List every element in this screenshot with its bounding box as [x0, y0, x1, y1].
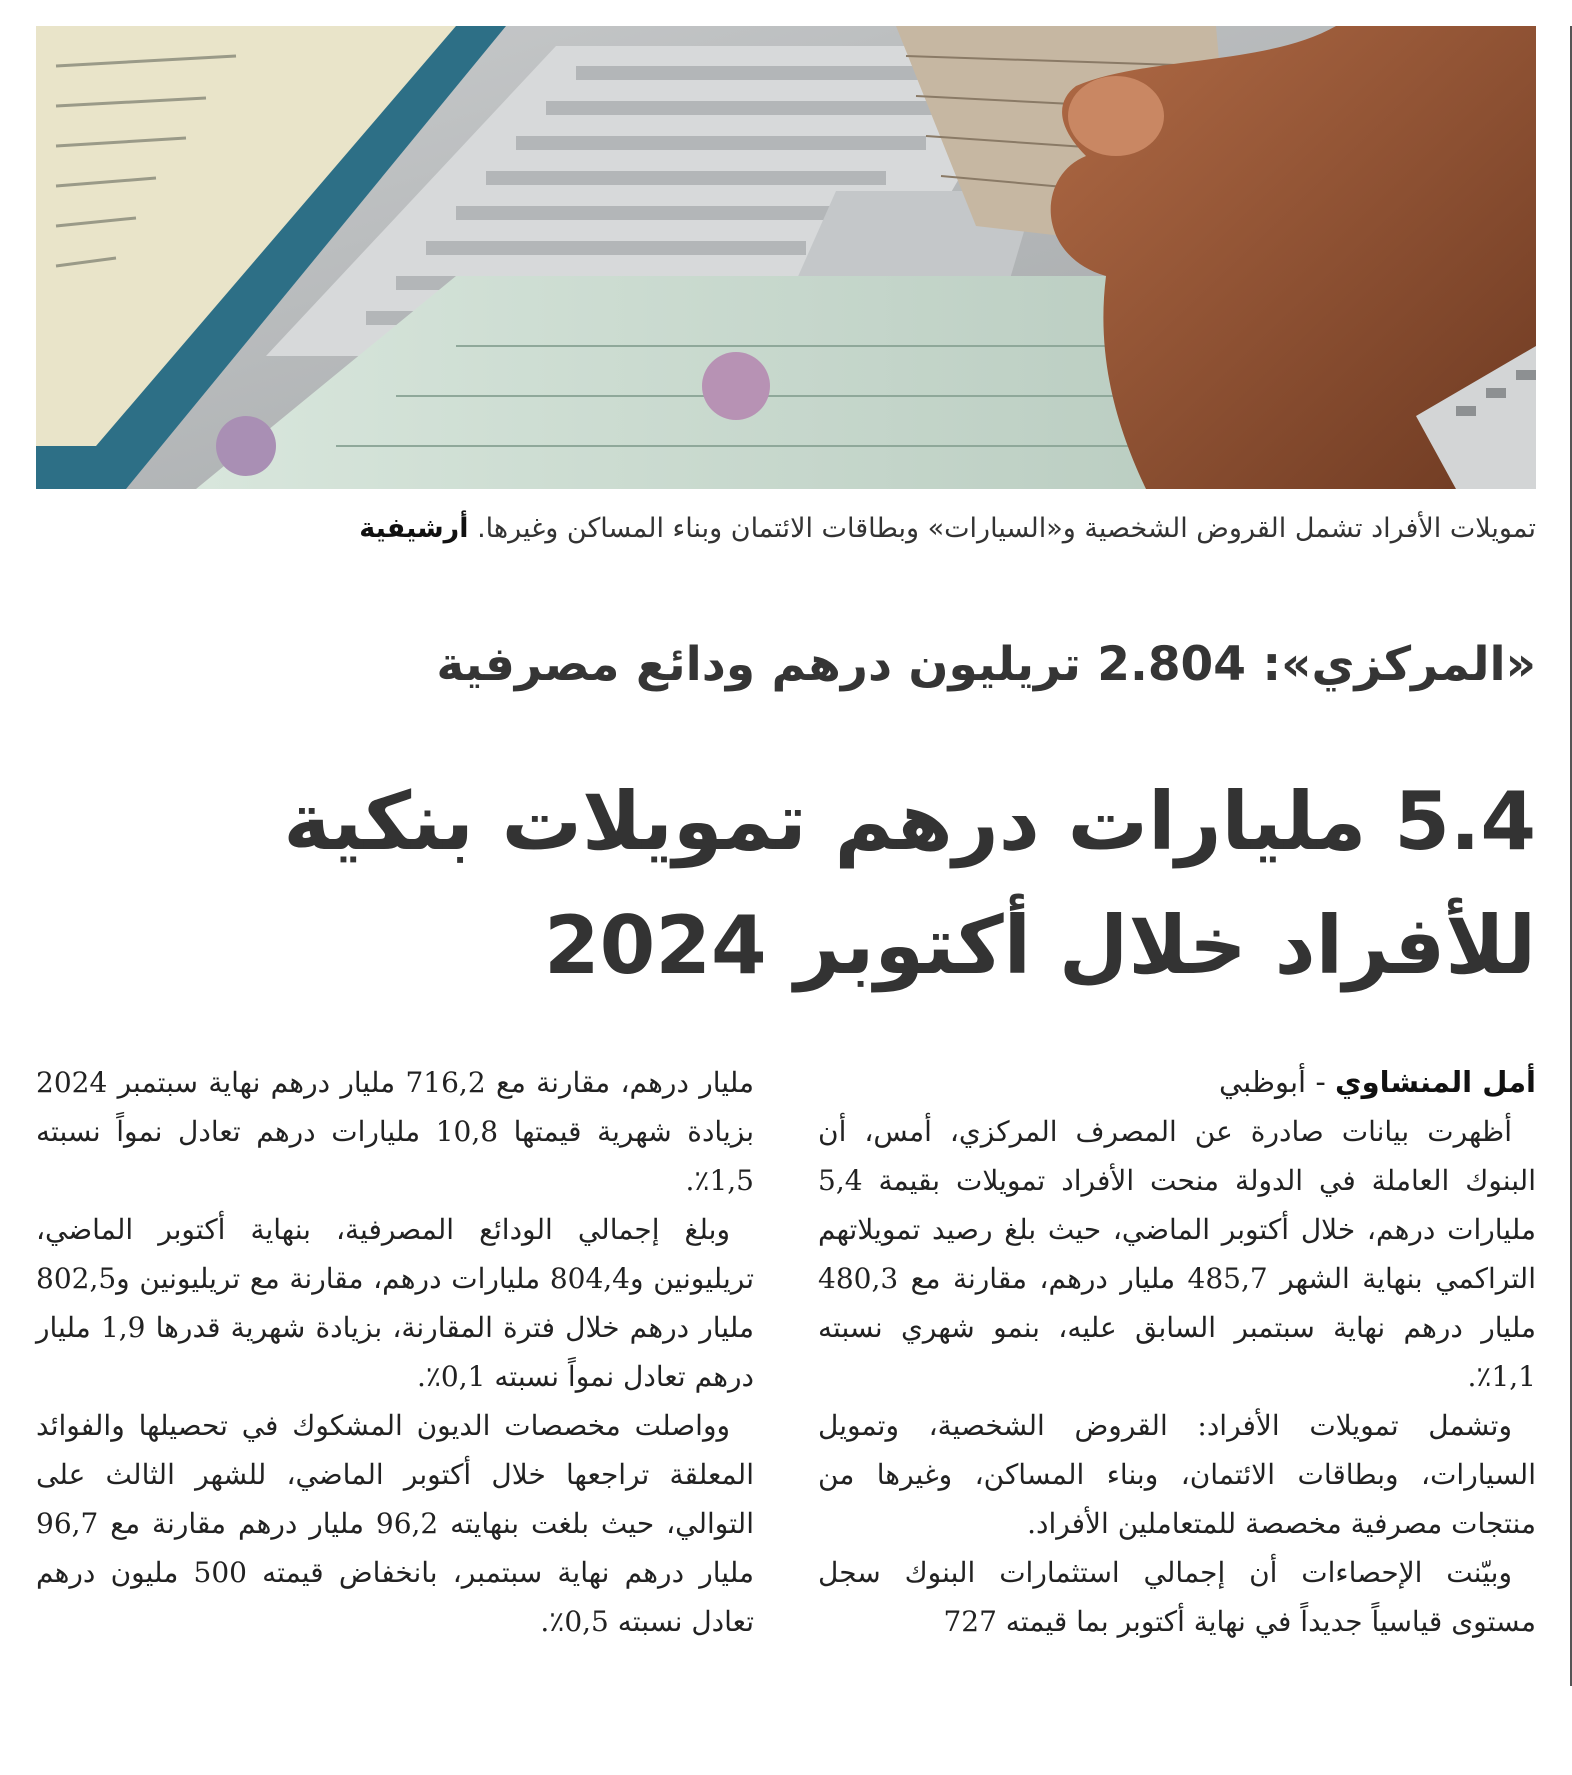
paragraph-6: وواصلت مخصصات الديون المشكوك في تحصيلها والفوائد المعلقة تراجعها خلال أكتوبر الماضي، للشهر الثالث على التوالي، حيث بلغت بنهايته 96,2 مليار درهم مقارنة مع 96,7 مليار درهم نهاية سبتمبر، بانخفاض قيمته 500 مليون درهم تعادل نسبته 0,5٪.	[36, 1409, 754, 1638]
paragraph-1: أظهرت بيانات صادرة عن المصرف المركزي، أمس، أن البنوك العاملة في الدولة منحت الأفراد تمويلات بقيمة 5,4 مليارات درهم، خلال أكتوبر الماضي، حيث بلغ رصيد تمويلاتهم التراكمي بنهاية الشهر 485,7 مليار درهم، مقارنة مع 480,3 مليار درهم نهاية سبتمبر السابق عليه، بنمو شهري نسبته 1,1٪.	[818, 1115, 1536, 1393]
headline-line-1: 5.4 مليارات درهم تمويلات بنكية	[283, 775, 1536, 868]
byline-author: أمل المنشاوي	[1335, 1065, 1536, 1099]
kicker-headline: «المركزي»: 2.804 تريليون درهم ودائع مصرفية	[436, 637, 1536, 692]
article-column-left	[36, 1058, 754, 1646]
photo-illustration	[36, 26, 1536, 489]
paragraph-2: وتشمل تمويلات الأفراد: القروض الشخصية، وتمويل السيارات، وبطاقات الائتمان، وبناء المساكن، وغيرها من منتجات مصرفية مخصصة للمتعاملين الأفراد.	[818, 1409, 1536, 1540]
byline	[818, 1058, 1536, 1107]
paragraph-3: وبيّنت الإحصاءات أن إجمالي استثمارات البنوك سجل مستوى قياسياً جديداً في نهاية أكتوبر بما قيمته 727	[818, 1556, 1536, 1638]
headline-line-2: للأفراد خلال أكتوبر 2024	[544, 899, 1536, 992]
paragraph-5: وبلغ إجمالي الودائع المصرفية، بنهاية أكتوبر الماضي، تريليونين و804,4 مليارات درهم، مقارنة مع تريليونين و802,5 مليار درهم خلال فترة المقارنة، بزيادة شهرية قدرها 1,9 مليار درهم تعادل نمواً نسبته 0,1٪.	[36, 1213, 754, 1393]
byline-separator: -	[1315, 1065, 1326, 1099]
article-photo	[36, 26, 1536, 489]
byline-location: أبوظبي	[1218, 1065, 1307, 1099]
article-column-right	[818, 1058, 1536, 1646]
paragraph-4: مليار درهم، مقارنة مع 716,2 مليار درهم نهاية سبتمبر 2024 بزيادة شهرية قيمتها 10,8 مليارات درهم تعادل نمواً نسبته 1,5٪.	[36, 1066, 754, 1197]
photo-caption	[36, 507, 1536, 551]
photo-credit: أرشيفية	[359, 513, 469, 544]
main-headline	[36, 760, 1536, 1008]
caption-text: تمويلات الأفراد تشمل القروض الشخصية و«السيارات» وبطاقات الائتمان وبناء المساكن وغيرها.	[477, 513, 1536, 544]
